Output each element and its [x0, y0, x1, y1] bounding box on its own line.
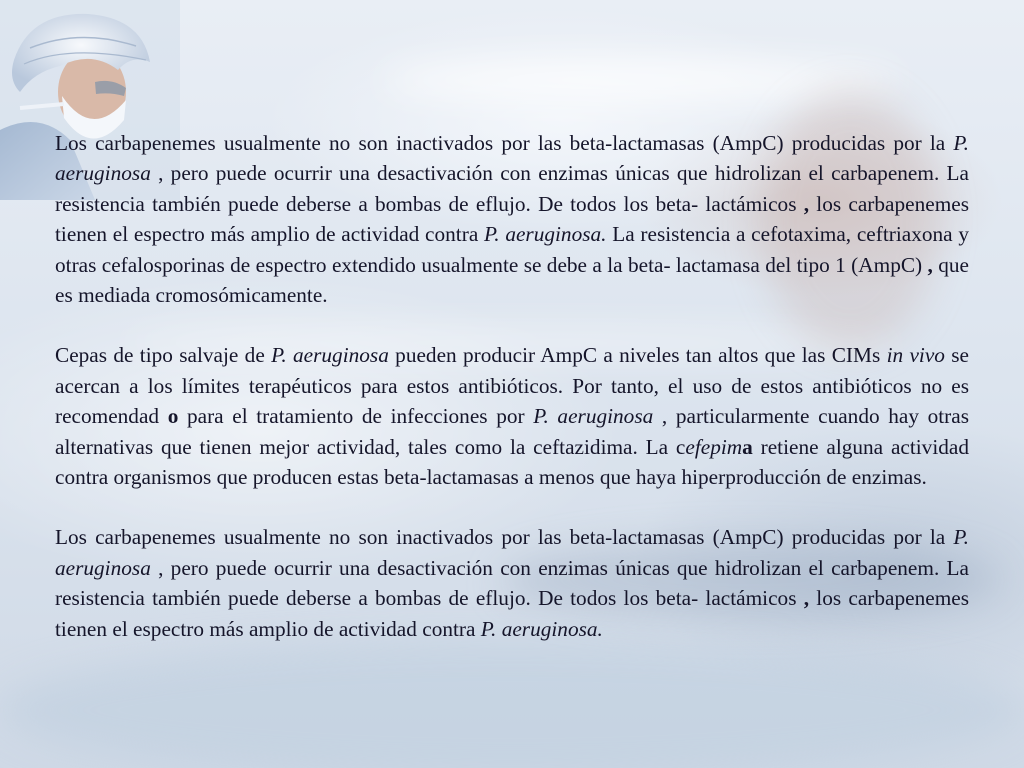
text-run: Los carbapenemes usualmente no son inactivados por las beta-lactamasas (AmpC) producidas por la: [55, 525, 954, 550]
bold-text: ,: [803, 586, 810, 611]
text-run: para el tratamiento de infecciones por: [178, 404, 534, 429]
text-run: , pero puede ocurrir una desactivación con enzimas únicas que hidrolizan el carbapenem. La resistencia también puede deberse a bombas de eflujo. De todos los beta- lactámicos: [55, 161, 969, 216]
paragraph-3: [55, 522, 969, 644]
text-run: se acercan a los límites terapéuticos para estos antibióticos. Por tanto, el uso de estos antibióticos no es recomendad: [55, 343, 969, 429]
decor-band: [380, 60, 900, 100]
text-run: los carbapenemes tienen el espectro más amplio de actividad contra: [55, 191, 969, 247]
italic-text: P. aeruginosa: [271, 343, 389, 368]
bold-text: o: [167, 404, 179, 429]
italic-text: P. aeruginosa.: [480, 616, 603, 641]
italic-text: P. aeruginosa: [533, 404, 654, 429]
text-run: los carbapenemes tienen el espectro más amplio de actividad contra: [55, 586, 969, 641]
text-run: Los carbapenemes usualmente no son inactivados por las beta-lactamasas (AmpC) producidas por la: [55, 131, 954, 155]
bold-text: a: [742, 434, 753, 459]
text-run: pueden producir AmpC a niveles tan altos que las CIMs: [388, 343, 887, 368]
paragraph-2: [55, 340, 969, 492]
paragraph-1: [55, 128, 969, 310]
text-run: retiene alguna actividad contra organismos que producen estas beta-lactamasas a menos que haya hiperproducción de enzimas.: [55, 434, 969, 490]
italic-text: P. aeruginosa.: [484, 222, 607, 247]
text-run: que es mediada cromosómicamente.: [55, 252, 970, 308]
text-run: La resistencia a cefotaxima, ceftriaxona y otras cefalosporinas de espectro extendido usualmente se debe a la beta- lactamasa del tipo 1 (AmpC): [55, 222, 969, 277]
italic-text: in vivo: [886, 343, 945, 368]
text-run: , pero puede ocurrir una desactivación con enzimas únicas que hidrolizan el carbapenem. La resistencia también puede deberse a bombas de eflujo. De todos los beta- lactámicos: [55, 555, 969, 611]
bold-text: ,: [803, 191, 810, 216]
decor-band: [0, 640, 1024, 768]
italic-text: P. aeruginosa: [55, 131, 969, 186]
italic-text: efepim: [685, 434, 743, 459]
text-run: Cepas de tipo salvaje de: [55, 343, 272, 368]
bold-text: ,: [927, 252, 933, 277]
text-run: , particularmente cuando hay otras alternativas que tienen mejor actividad, tales como la ceftazidima. La c: [55, 404, 970, 459]
italic-text: P. aeruginosa: [55, 525, 969, 580]
slide-text: [55, 128, 969, 644]
